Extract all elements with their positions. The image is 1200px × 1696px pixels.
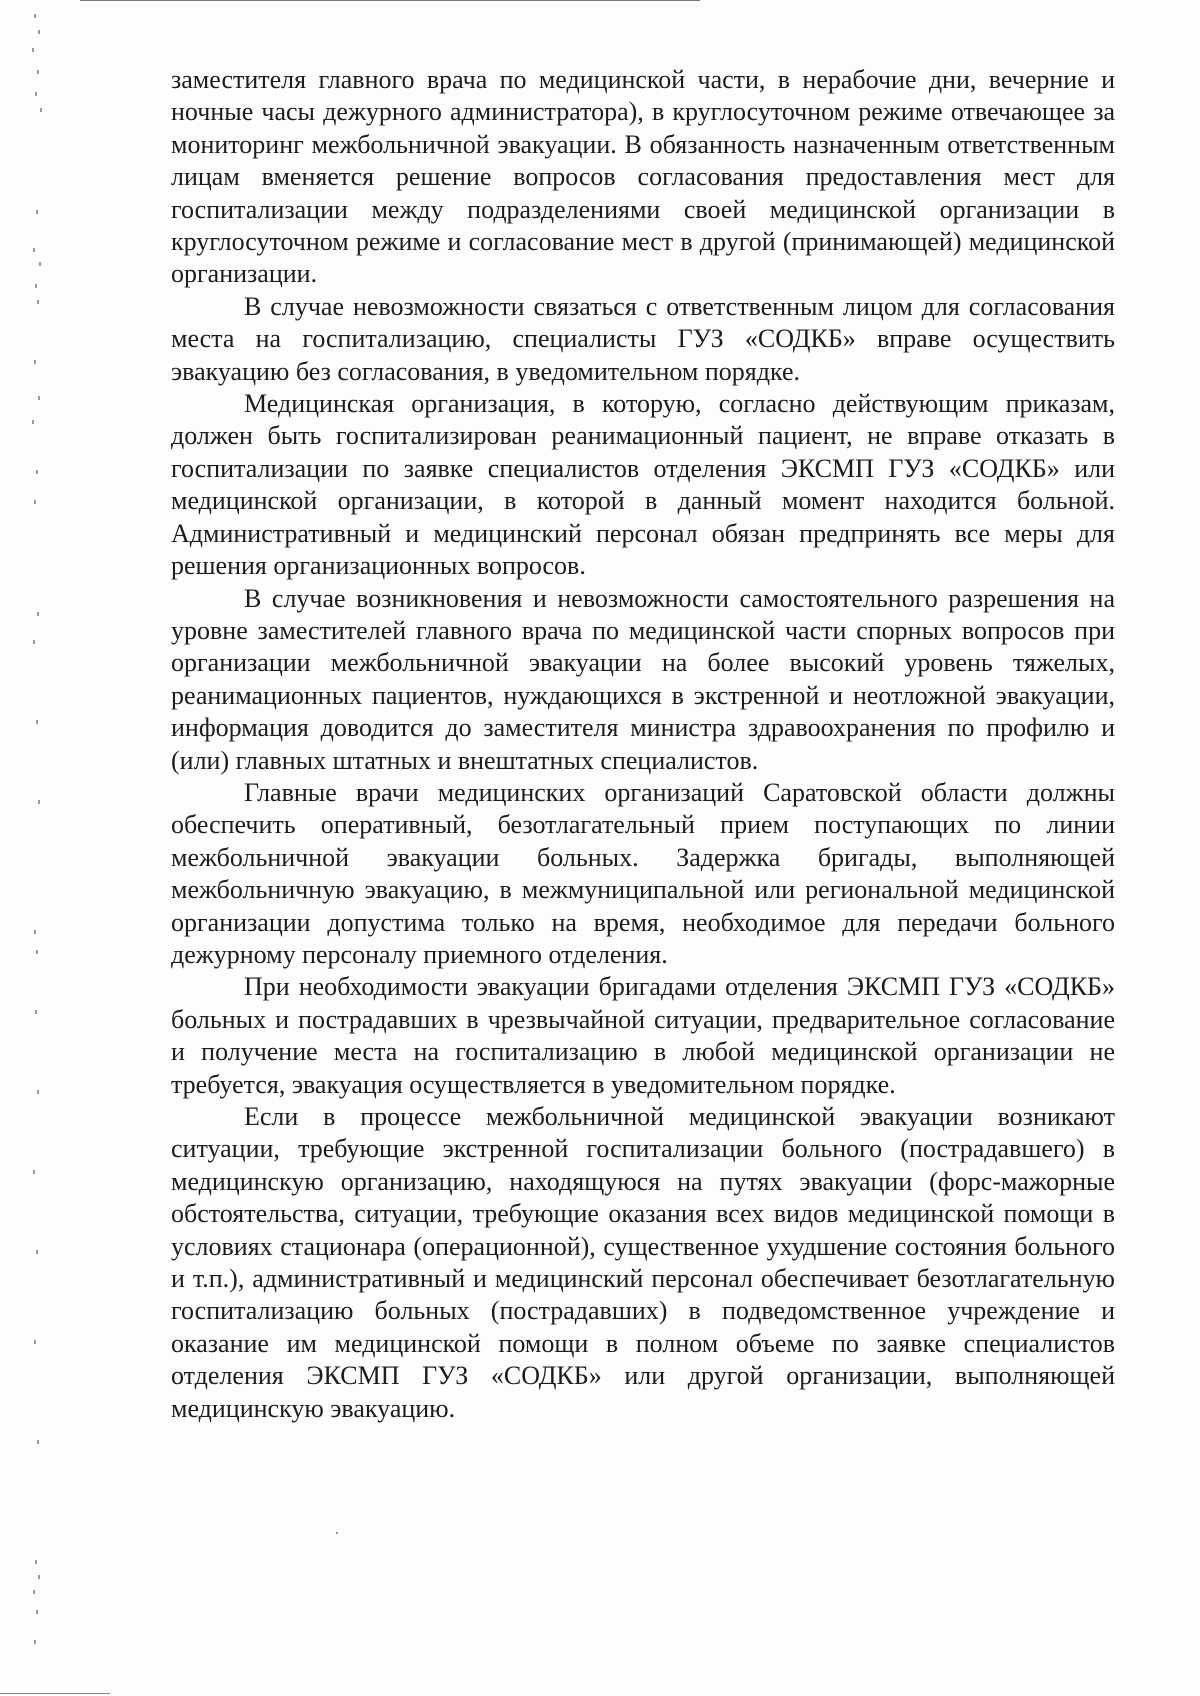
- document-body: [171, 64, 1115, 1425]
- paragraph-no-contact: В случае невозможности связаться с ответственным лицом для согласования места на госпитализацию, специалисты ГУЗ «СОДКБ» вправе осуществить эвакуацию без согласования, в уведомительном порядке.: [171, 291, 1115, 386]
- paragraph-no-refusal: Медицинская организация, в которую, согласно действующим приказам, должен быть госпитализирован реанимационный пациент, не вправе отказать в госпитализации по заявке специалистов отделения ЭКСМП ГУЗ «СОДКБ» или медицинской организации, в которой в данный момент находится больной. Административный и медицинский персонал обязан предпринять все меры для решения организационных вопросов.: [171, 389, 1115, 581]
- scan-speck: [336, 1532, 338, 1534]
- scan-binding-marks: [28, 0, 52, 1696]
- paragraph-head-doctors: Главные врачи медицинских организаций Саратовской области должны обеспечить оперативный, безотлагательный прием поступающих по линии межбольничной эвакуации больных. Задержка бригады, выполняющей межбольничную эвакуацию, в межмуниципальной или региональной медицинской организации допустима только на время, необходимое для передачи больного дежурному персоналу приемного отделения.: [171, 777, 1115, 969]
- bottom-edge-line: [0, 1693, 110, 1694]
- paragraph-emergency-situation: При необходимости эвакуации бригадами отделения ЭКСМП ГУЗ «СОДКБ» больных и пострадавших в чрезвычайной ситуации, предварительное согласование и получение места на госпитализацию в любой медицинской организации не требуется, эвакуация осуществляется в уведомительном порядке.: [171, 972, 1115, 1099]
- top-edge-line: [80, 0, 700, 1]
- paragraph-force-majeure: Если в процессе межбольничной медицинской эвакуации возникают ситуации, требующие экстренной госпитализации больного (пострадавшего) в медицинскую организацию, находящуюся на путях эвакуации (форс-мажорные обстоятельства, ситуации, требующие оказания всех видов медицинской помощи в условиях стационара (операционной), существенное ухудшение состояния больного и т.п.), административный и медицинский персонал обеспечивает безотлагательную госпитализацию больных (пострадавших) в подведомственное учреждение и оказание им медицинской помощи в полном объеме по заявке специалистов отделения ЭКСМП ГУЗ «СОДКБ» или другой организации, выполняющей медицинскую эвакуацию.: [171, 1102, 1115, 1423]
- paragraph-continuation: заместителя главного врача по медицинской части, в нерабочие дни, вечерние и ночные часы дежурного администратора), в круглосуточном режиме отвечающее за мониторинг межбольничной эвакуации. В обязанность назначенным ответственным лицам вменяется решение вопросов согласования предоставления мест для госпитализации между подразделениями своей медицинской организации в круглосуточном режиме и согласование мест в другой (принимающей) медицинской организации.: [171, 65, 1115, 289]
- paragraph-disputes: В случае возникновения и невозможности самостоятельного разрешения на уровне заместителей главного врача по медицинской части спорных вопросов при организации межбольничной эвакуации на более высокий уровень тяжелых, реанимационных пациентов, нуждающихся в экстренной и неотложной эвакуации, информация доводится до заместителя министра здравоохранения по профилю и (или) главных штатных и внештатных специалистов.: [171, 583, 1115, 775]
